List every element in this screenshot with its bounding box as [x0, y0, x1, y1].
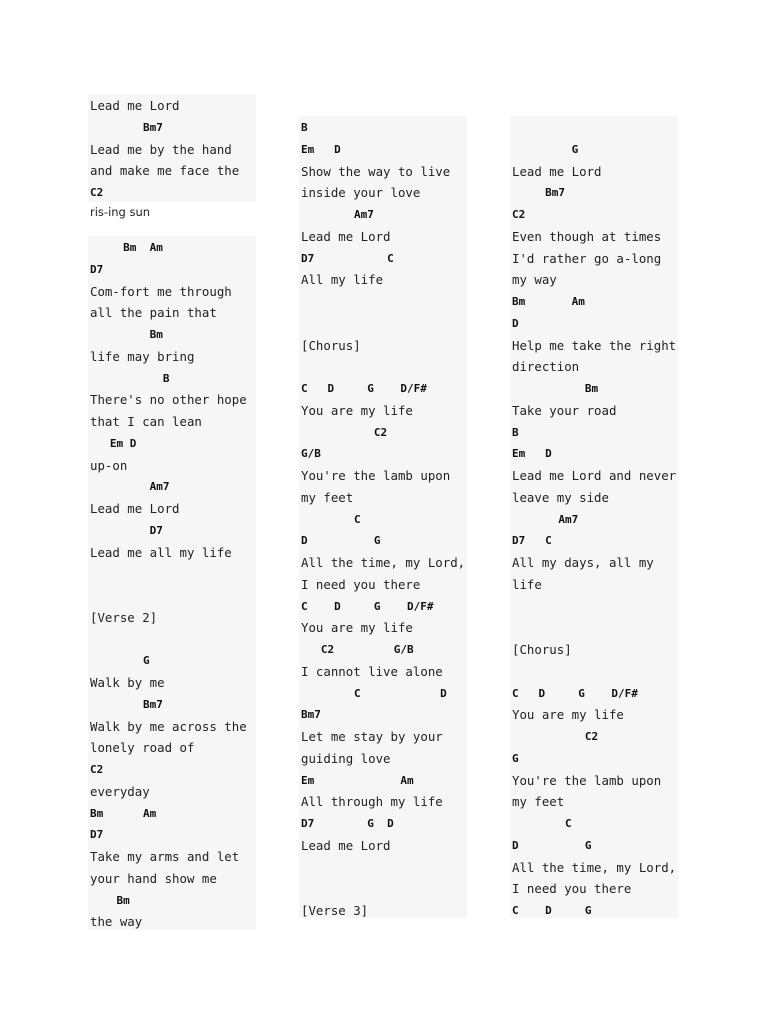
lyric-line: All the time, my Lord, — [512, 859, 677, 875]
chord-line: Bm — [90, 328, 163, 341]
lyric-line: and make me face the — [90, 163, 240, 179]
chord-line: D — [512, 316, 519, 330]
lyric-line: There's no other hope — [90, 392, 247, 408]
chord-line: Bm — [90, 893, 130, 907]
chord-line: Am7 — [90, 480, 170, 494]
lyric-line: All my days, all my — [512, 555, 654, 570]
lyric-line: Lead me Lord — [301, 228, 391, 244]
chord-line: C2 — [512, 730, 599, 743]
lyric-line: You are my life — [301, 402, 413, 418]
lyric-line: Help me take the right — [512, 337, 677, 353]
lyric-line: the way — [90, 914, 143, 930]
chord-line: D7 G D — [301, 817, 394, 830]
lyric-line: Lead me Lord — [301, 837, 391, 853]
lyric-line: Lead me Lord and never — [512, 468, 677, 483]
lyric-line: [Verse 3] — [301, 903, 369, 918]
chord-line: D7 C — [301, 251, 394, 265]
lyric-line: that I can lean — [90, 414, 202, 429]
chord-line: Bm Am — [90, 241, 163, 254]
chord-line: B — [301, 121, 308, 134]
lyrics-block-col3 — [510, 116, 678, 918]
chord-line: D7 — [90, 828, 104, 842]
lyric-line: You are my life — [512, 707, 624, 723]
chord-line: C2 — [90, 763, 104, 776]
chord-line: Em D — [90, 436, 137, 450]
lyric-line: everyday — [90, 783, 150, 799]
chord-line: C D G D/F# — [301, 382, 427, 395]
chord-line: C2 G/B — [301, 643, 414, 656]
chord-line: C D G D/F# — [301, 599, 434, 613]
lyric-line: Lead me by the hand — [90, 141, 232, 157]
lyric-line: my feet — [301, 489, 354, 505]
chord-line: C2 — [301, 425, 388, 439]
chord-line: G/B — [301, 447, 321, 461]
chord-line: Bm7 — [90, 120, 163, 134]
chord-line: Em D — [301, 142, 341, 156]
chord-line: Am7 — [512, 512, 579, 526]
chord-line: G — [512, 751, 519, 765]
lyric-line: I need you there — [301, 576, 421, 592]
lyric-line: Walk by me across the — [90, 718, 247, 734]
lyric-line: I'd rather go a-long — [512, 250, 662, 266]
lyric-line: You are my life — [301, 620, 413, 636]
lyric-line: all the pain that — [90, 305, 217, 321]
lyric-line: [Chorus] — [512, 642, 572, 657]
lyric-line: leave my side — [512, 489, 609, 505]
lyric-line: Even though at times — [512, 228, 662, 244]
chord-line: C — [512, 817, 572, 830]
lyric-line: [Chorus] — [301, 337, 361, 353]
lyric-line: Take my arms and let — [90, 849, 240, 864]
chord-line: D7 — [90, 262, 104, 276]
lyric-line: lonely road of — [90, 740, 195, 756]
lyrics-block-col1-top — [88, 94, 256, 202]
chord-line: C — [301, 512, 361, 526]
lyric-line: All the time, my Lord, — [301, 555, 466, 570]
chord-line: D G — [301, 534, 381, 548]
chord-line: Em Am — [301, 773, 414, 787]
chord-line: C2 — [512, 208, 526, 221]
lyric-line: Take your road — [512, 402, 617, 418]
chord-line: B — [90, 371, 170, 385]
lyric-line: [Verse 2] — [90, 609, 158, 625]
lyric-line: guiding love — [301, 750, 391, 766]
lyric-line: I need you there — [512, 881, 632, 897]
lyric-line: Lead me Lord — [90, 501, 180, 516]
lyric-line: Walk by me — [90, 675, 165, 690]
lyric-line: direction — [512, 359, 580, 375]
chord-line: C D — [301, 686, 447, 700]
chord-line: Bm7 — [301, 708, 321, 722]
lyric-line: my way — [512, 272, 557, 288]
lyrics-block-col1-bottom — [88, 236, 256, 930]
chord-line: Bm Am — [90, 806, 157, 820]
chord-line: Em D — [512, 447, 552, 461]
lyrics-block-col2 — [299, 116, 467, 918]
lyric-line: life — [512, 576, 542, 592]
chord-line: Am7 — [301, 208, 374, 221]
chord-line: Bm7 — [512, 186, 565, 200]
lyric-line: You're the lamb upon — [512, 772, 662, 788]
lyric-line: your hand show me — [90, 870, 217, 886]
chord-line: Bm Am — [512, 295, 585, 308]
chord-line: G — [90, 654, 150, 668]
chord-line: D7 C — [512, 534, 552, 548]
chord-line: C2 — [90, 186, 104, 199]
chord-line: C D G D/F# — [512, 686, 638, 700]
lyric-line: my feet — [512, 794, 565, 810]
lyric-line: inside your love — [301, 185, 421, 201]
chord-line: G — [512, 142, 579, 156]
lyric-line: Show the way to live — [301, 163, 451, 179]
lyric-line: All my life — [301, 272, 384, 288]
chord-line: B — [512, 425, 519, 439]
lyric-line: Com-fort me through — [90, 283, 232, 299]
chord-line: D G — [512, 838, 592, 852]
lyric-line: Lead me all my life — [90, 544, 232, 560]
chord-line: C D G — [512, 904, 592, 917]
lyric-line: I cannot live alone — [301, 663, 443, 679]
lyric-line: Lead me Lord — [90, 98, 180, 113]
lyric-line: life may bring — [90, 348, 195, 364]
lyric-line: up-on — [90, 457, 128, 473]
lyric-line: Lead me Lord — [512, 163, 602, 179]
lyric-line: Let me stay by your — [301, 729, 443, 744]
lyric-line: You're the lamb upon — [301, 468, 451, 483]
chord-line: Bm7 — [90, 697, 163, 711]
chord-line: Bm — [512, 382, 599, 395]
chord-line: D7 — [90, 523, 163, 537]
lyric-line: All through my life — [301, 794, 443, 810]
lyrics-line-rising-sun: ris-ing sun — [90, 205, 151, 219]
